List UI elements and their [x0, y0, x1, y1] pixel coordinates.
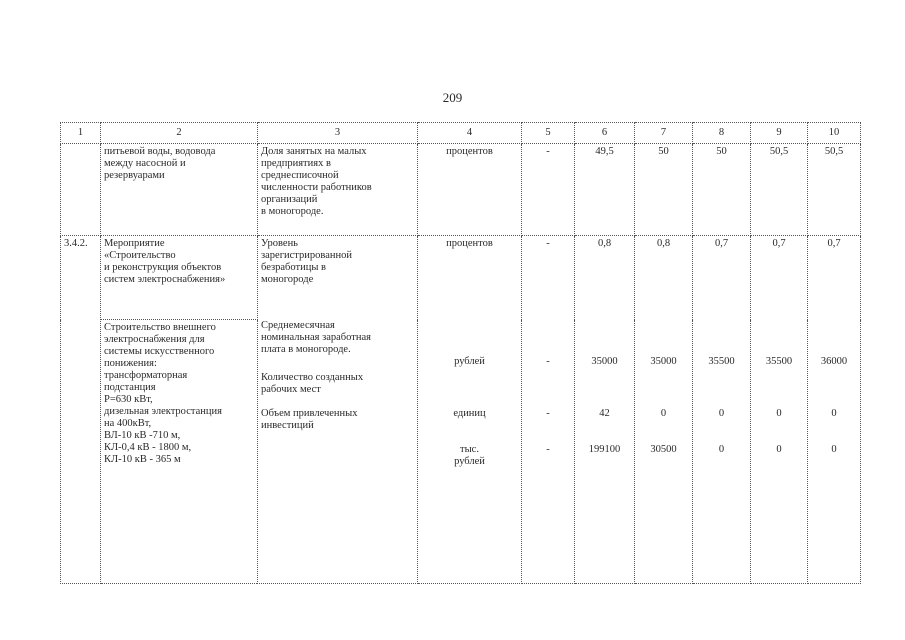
text-line: Уровень [261, 238, 298, 249]
value-column-9 [751, 236, 808, 584]
value-cell: 50 [693, 144, 751, 236]
header-cell: 1 [61, 123, 101, 144]
indicator-name [258, 236, 418, 584]
value-cell: 199100 [588, 444, 621, 455]
value-cell: 0,8 [597, 238, 612, 249]
text-line: численности работников [261, 182, 372, 193]
value-cell: 50 [635, 144, 693, 236]
table-row [61, 144, 861, 236]
value-cell: 35000 [591, 356, 618, 367]
header-cell: 3 [258, 123, 418, 144]
value-cell: 42 [599, 408, 610, 419]
value-cell: - [522, 144, 575, 236]
value-column-7 [635, 236, 693, 584]
unit-percent: процентов [446, 238, 493, 249]
text-line: Р=630 кВт, [104, 394, 153, 405]
text-line: КЛ-0,4 кВ - 1800 м, [104, 442, 192, 453]
header-cell: 9 [751, 123, 808, 144]
header-cell: 7 [635, 123, 693, 144]
text-line: «Строительство [104, 250, 176, 261]
row-number: 3.4.2. [61, 236, 101, 584]
text-line: моногороде [261, 274, 314, 285]
text-line: организаций [261, 194, 318, 205]
event-name [101, 236, 258, 320]
text-line: между насосной и [104, 158, 186, 169]
text-line: в моногороде. [261, 206, 324, 217]
text-line: Среднемесячная [261, 320, 335, 331]
value-column-5 [522, 236, 575, 584]
event-description [101, 320, 258, 584]
value-cell: 0 [776, 444, 782, 455]
value-column-6 [575, 236, 635, 584]
unit-thousand: тыс. [460, 444, 479, 455]
value-cell: 50,5 [808, 144, 861, 236]
header-cell: 4 [418, 123, 522, 144]
text-line: дизельная электростанция [104, 406, 222, 417]
text-line: Мероприятие [104, 238, 165, 249]
text-line: безработицы в [261, 262, 326, 273]
value-cell: - [546, 238, 550, 249]
jobs-indicator [261, 372, 414, 396]
value-cell: 0 [831, 408, 837, 419]
text-line: Доля занятых на малых [261, 146, 367, 157]
value-cell: 0,7 [714, 238, 729, 249]
text-line: трансформаторная [104, 370, 188, 381]
unit-rubles: рублей [454, 356, 485, 367]
text-line: резервуарами [104, 170, 165, 181]
value-cell: 0 [718, 444, 725, 455]
value-cell: 0 [831, 444, 837, 455]
value-cell: 0 [718, 408, 725, 419]
investments-indicator [261, 408, 414, 432]
value-cell: 0 [776, 408, 782, 419]
value-cell: 0,7 [772, 238, 786, 249]
value-column-8 [693, 236, 751, 584]
text-line: КЛ-10 кВ - 365 м [104, 454, 181, 465]
value-cell: - [546, 356, 550, 367]
text-line: подстанция [104, 382, 156, 393]
header-cell: 10 [808, 123, 861, 144]
value-column-10 [808, 236, 861, 584]
value-cell: 50,5 [751, 144, 808, 236]
text-line: Строительство внешнего [104, 322, 216, 333]
text-line: зарегистрированной [261, 250, 352, 261]
value-cell: 36000 [820, 356, 848, 367]
value-cell: 35500 [765, 356, 793, 367]
text-line: номинальная заработная [261, 332, 371, 343]
value-cell: 0,7 [827, 238, 841, 249]
text-line: систем электроснабжения» [104, 274, 226, 285]
header-cell: 8 [693, 123, 751, 144]
header-row [61, 123, 861, 144]
text-line: питьевой воды, водовода [104, 146, 216, 157]
text-line: системы искусственного [104, 346, 215, 357]
value-cell: 35000 [650, 356, 677, 367]
page-number: 209 [442, 90, 463, 105]
header-cell: 6 [575, 123, 635, 144]
value-cell: 0 [660, 408, 667, 419]
text-line: среднесписочной [261, 170, 339, 181]
text-line: ВЛ-10 кВ -710 м, [104, 430, 181, 441]
text-line: плата в моногороде. [261, 344, 351, 355]
text-line: Количество созданных [261, 372, 364, 383]
text-line: Объем привлеченных [261, 408, 358, 419]
event-name [101, 144, 258, 236]
text-line: понижения: [104, 358, 157, 369]
unit: процентов [418, 144, 522, 236]
header-cell: 2 [101, 123, 258, 144]
unit-rubles2: рублей [454, 456, 485, 467]
text-line: предприятиях в [261, 158, 331, 169]
value-cell: - [546, 444, 550, 455]
indicators-table [60, 122, 861, 584]
unit [418, 236, 522, 584]
text-line: и реконструкция объектов [104, 262, 222, 273]
row-number [61, 144, 101, 236]
value-cell: 49,5 [575, 144, 635, 236]
value-cell: 30500 [650, 444, 677, 455]
text-line: электроснабжения для [104, 334, 205, 345]
value-cell: 0,8 [656, 238, 671, 249]
text-line: инвестиций [261, 420, 314, 431]
text-line: рабочих мест [261, 384, 321, 395]
table-row [61, 236, 861, 320]
value-cell: 35500 [708, 356, 735, 367]
text-line: на 400кВт, [104, 418, 152, 429]
indicator-name [258, 144, 418, 236]
unit-items: единиц [453, 408, 486, 419]
value-cell: - [546, 408, 550, 419]
header-cell: 5 [522, 123, 575, 144]
salary-indicator [261, 320, 414, 356]
